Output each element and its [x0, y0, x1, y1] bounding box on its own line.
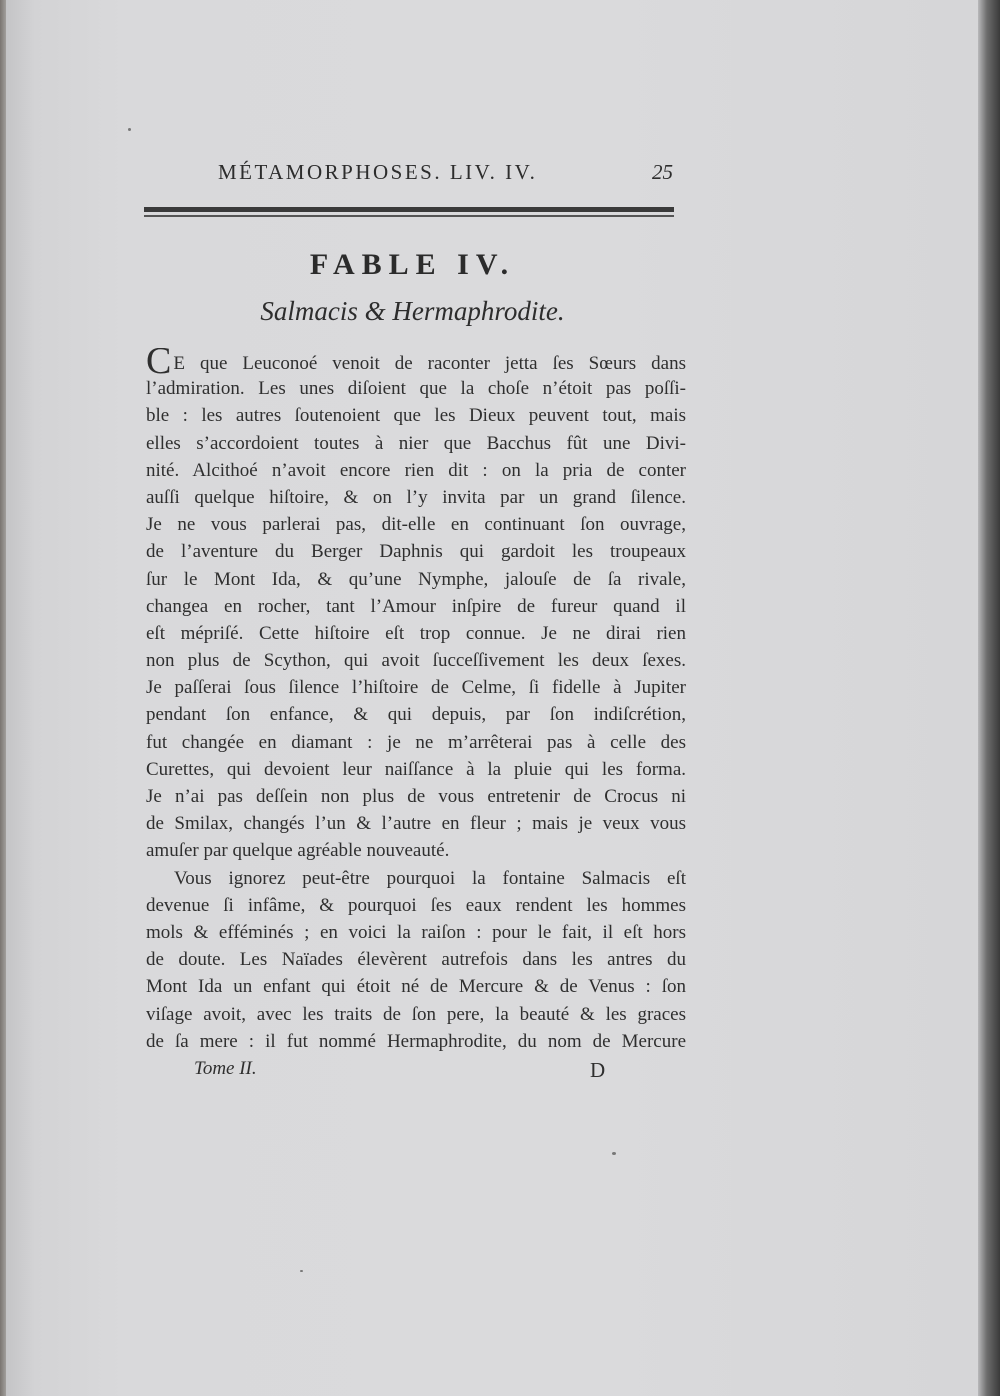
text-line: ſur le Mont Ida, & qu’une Nymphe, jalouſe de ſa rivale, — [146, 568, 686, 590]
text-line: ble : les autres ſoutenoient que les Dieux peuvent tout, mais — [146, 405, 686, 427]
paper-speck — [128, 128, 131, 131]
text-line: de doute. Les Naïades élevèrent autrefois dans les antres du — [146, 949, 686, 971]
text-line: Je ne vous parlerai pas, dit-elle en continuant ſon ouvrage, — [146, 514, 686, 536]
fable-title: FABLE IV. — [309, 248, 516, 281]
volume-indicator: Tome II. — [194, 1058, 257, 1079]
header-rule-thick — [144, 207, 674, 212]
page-footer — [140, 1058, 685, 1088]
text-line: mols & efféminés ; en voici la raiſon : pour le fait, il eſt hors — [146, 921, 686, 943]
text-line: l’admiration. Les unes diſoient que la choſe n’étoit pas poſſi- — [146, 378, 686, 400]
text-line: Je paſſerai ſous ſilence l’hiſtoire de Celme, ſi fidelle à Jupiter — [146, 677, 686, 699]
running-header — [140, 160, 680, 190]
text-line: auſſi quelque hiſtoire, & on l’y invita par un grand ſilence. — [146, 486, 686, 508]
page-number: 25 — [652, 160, 673, 184]
text-line: fut changée en diamant : je ne m’arrêterai pas à celle des — [146, 731, 686, 753]
text-line: de ſa mere : il fut nommé Hermaphrodite, du nom de Mercure — [146, 1030, 686, 1052]
page-right-edge — [978, 0, 1000, 1396]
text-line: viſage avoit, avec les traits de ſon pere, la beauté & les graces — [146, 1003, 686, 1025]
body-text — [146, 348, 686, 1055]
text-line: eſt mépriſé. Cette hiſtoire eſt trop connue. Je ne dirai rien — [146, 622, 686, 644]
text-line: de Smilax, changés l’un & l’autre en fleur ; mais je veux vous — [146, 813, 686, 835]
paper-speck — [300, 1270, 303, 1272]
text-line: de l’aventure du Berger Daphnis qui gardoit les troupeaux — [146, 541, 686, 563]
drop-cap: C — [146, 348, 172, 376]
signature-mark: D — [590, 1058, 606, 1082]
running-title: MÉTAMORPHOSES. LIV. IV. — [218, 160, 538, 184]
text-line: C E que Leuconoé venoit de raconter jetta ſes Sœurs dans — [146, 348, 686, 375]
header-rule-thin — [144, 215, 674, 217]
text-line: Vous ignorez peut-être pourquoi la fontaine Salmacis eſt — [174, 867, 686, 889]
text-line: pendant ſon enfance, & qui depuis, par ſon indiſcrétion, — [146, 704, 686, 726]
text-line: nité. Alcithoé n’avoit encore rien dit : on la pria de conter — [146, 459, 686, 481]
text-line: Curettes, qui devoient leur naiſſance à la pluie qui les forma. — [146, 758, 686, 780]
text-line: Mont Ida un enfant qui étoit né de Mercure & de Venus : ſon — [146, 976, 686, 998]
text-line: amuſer par quelque agréable nouveauté. — [146, 840, 450, 862]
paper-speck — [612, 1152, 616, 1155]
text-line: Je n’ai pas deſſein non plus de vous entretenir de Crocus ni — [146, 786, 686, 807]
text-line: changea en rocher, tant l’Amour inſpire de fureur quand il — [146, 595, 686, 617]
text-line: non plus de Scython, qui avoit ſucceſſivement les deux ſexes. — [146, 650, 686, 672]
fable-subtitle: Salmacis & Hermaphrodite. — [260, 296, 565, 326]
text-line: devenue ſi infâme, & pourquoi ſes eaux rendent les hommes — [146, 894, 686, 916]
text-line: elles s’accordoient toutes à nier que Bacchus fût une Divi- — [146, 432, 686, 454]
